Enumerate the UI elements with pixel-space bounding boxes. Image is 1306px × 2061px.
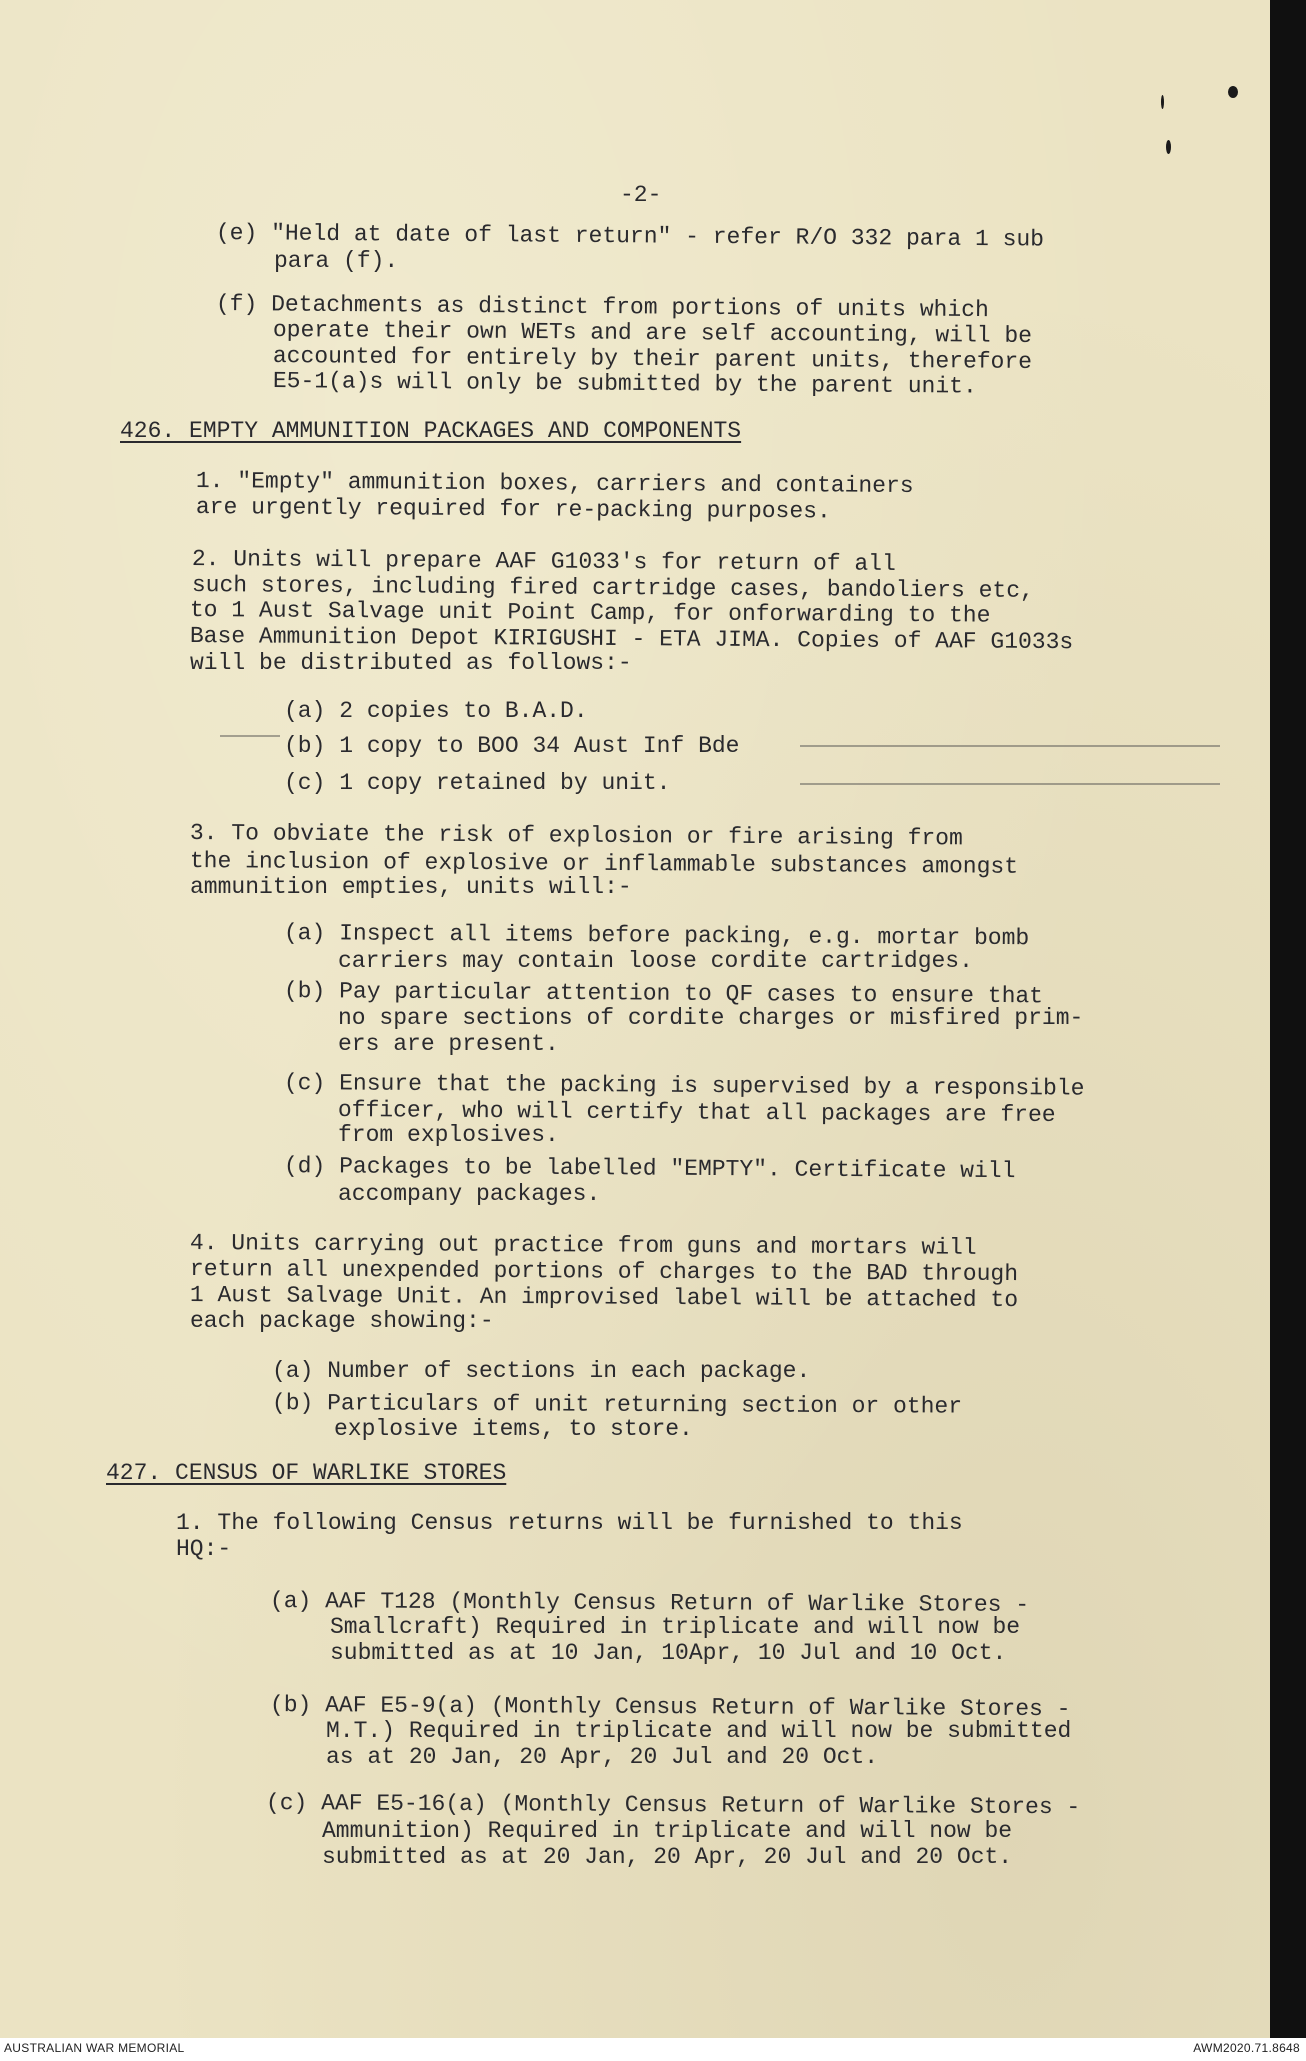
text-line: E5-1(a)s will only be submitted by the parent unit. — [272, 368, 977, 400]
text-line: accounted for entirely by their parent units, therefore — [272, 343, 1033, 375]
footer-bar — [0, 2038, 1306, 2061]
text-line: officer, who will certify that all packages are free — [337, 1097, 1056, 1129]
text-line: 1. "Empty" ammunition boxes, carriers and containers — [195, 468, 914, 500]
text-line: (a) Number of sections in each package. — [272, 1358, 811, 1384]
section-heading-427: 427. CENSUS OF WARLIKE STORES — [106, 1460, 507, 1486]
text-line: submitted as at 20 Jan, 20 Apr, 20 Jul and 20 Oct. — [322, 1844, 1013, 1870]
text-line: (a) 2 copies to B.A.D. — [284, 698, 588, 724]
text-line: (a) AAF T128 (Monthly Census Return of Warlike Stores - — [269, 1588, 1030, 1618]
text-line: (b) 1 copy to BOO 34 Aust Inf Bde — [284, 733, 740, 759]
text-line: are urgently required for re-packing purposes. — [195, 494, 831, 525]
text-line: (d) Packages to be labelled "EMPTY". Certificate will — [283, 1153, 1016, 1185]
text-line: such stores, including fired cartridge cases, bandoliers etc, — [191, 572, 1034, 604]
paper-speck — [1228, 86, 1238, 98]
text-line: operate their own WETs and are self accounting, will be — [272, 317, 1033, 349]
text-line: 2. Units will prepare AAF G1033's for return of all — [191, 546, 896, 577]
paper-speck — [1161, 95, 1164, 109]
footer-credit: AUSTRALIAN WAR MEMORIAL — [4, 2041, 185, 2055]
paper-speck — [1166, 140, 1171, 154]
ghost-mark — [800, 745, 1220, 747]
text-line: 3. To obviate the risk of explosion or fire arising from — [189, 820, 963, 852]
text-line: carriers may contain loose cordite cartridges. — [338, 948, 973, 974]
text-line: ers are present. — [338, 1031, 559, 1057]
text-line: (b) Particulars of unit returning section or other — [271, 1390, 963, 1420]
text-line: to 1 Aust Salvage unit Point Camp, for onforwarding to the — [189, 597, 991, 629]
text-line: return all unexpended portions of charges to the BAD through — [189, 1256, 1019, 1288]
text-line: HQ:- — [176, 1536, 232, 1562]
text-line: 1. The following Census returns will be furnished to this — [176, 1510, 963, 1536]
text-line: (a) Inspect all items before packing, e.g. mortar bomb — [283, 920, 1030, 952]
text-line: (c) Ensure that the packing is supervised by a responsible — [283, 1070, 1085, 1102]
text-line: (b) Pay particular attention to QF cases to ensure that — [283, 978, 1044, 1010]
text-line: para (f). — [274, 248, 399, 274]
text-line: as at 20 Jan, 20 Apr, 20 Jul and 20 Oct. — [326, 1744, 879, 1770]
text-line: Ammunition) Required in triplicate and will now be — [322, 1818, 1013, 1844]
text-line: each package showing:- — [190, 1308, 494, 1334]
text-line: (c) 1 copy retained by unit. — [284, 770, 671, 796]
text-line: (b) AAF E5-9(a) (Monthly Census Return of Warlike Stores - — [269, 1692, 1071, 1723]
text-line: no spare sections of cordite charges or misfired prim- — [338, 1005, 1084, 1031]
text-line: Base Ammunition Depot KIRIGUSHI - ETA JIMA. Copies of AAF G1033s — [189, 623, 1074, 656]
text-line: from explosives. — [338, 1122, 559, 1148]
text-line: 1 Aust Salvage Unit. An improvised label will be attached to — [189, 1282, 1019, 1314]
text-line: explosive items, to store. — [334, 1416, 693, 1442]
text-line: will be distributed as follows:- — [190, 650, 632, 676]
text-line: submitted as at 10 Jan, 10Apr, 10 Jul and 10 Oct. — [330, 1640, 1007, 1666]
page-number: -2- — [620, 182, 662, 208]
section-heading-426: 426. EMPTY AMMUNITION PACKAGES AND COMPONENTS — [120, 418, 742, 444]
text-line: M.T.) Required in triplicate and will now be submitted — [326, 1718, 1072, 1744]
text-line: (e) "Held at date of last return" - refer R/O 332 para 1 sub — [215, 220, 1045, 253]
text-line: ammunition empties, units will:- — [190, 874, 632, 900]
text-line: (c) AAF E5-16(a) (Monthly Census Return of Warlike Stores - — [265, 1790, 1081, 1821]
text-line: (f) Detachments as distinct from portions of units which — [215, 291, 989, 324]
ghost-mark — [220, 735, 280, 737]
text-line: accompany packages. — [338, 1181, 601, 1207]
text-line: Smallcraft) Required in triplicate and will now be — [330, 1614, 1021, 1640]
text-line: 4. Units carrying out practice from guns and mortars will — [189, 1230, 977, 1261]
text-line: the inclusion of explosive or inflammable substances amongst — [189, 848, 1019, 880]
footer-accession-number: AWM2020.71.8648 — [1193, 2041, 1300, 2055]
ghost-mark — [800, 783, 1220, 785]
